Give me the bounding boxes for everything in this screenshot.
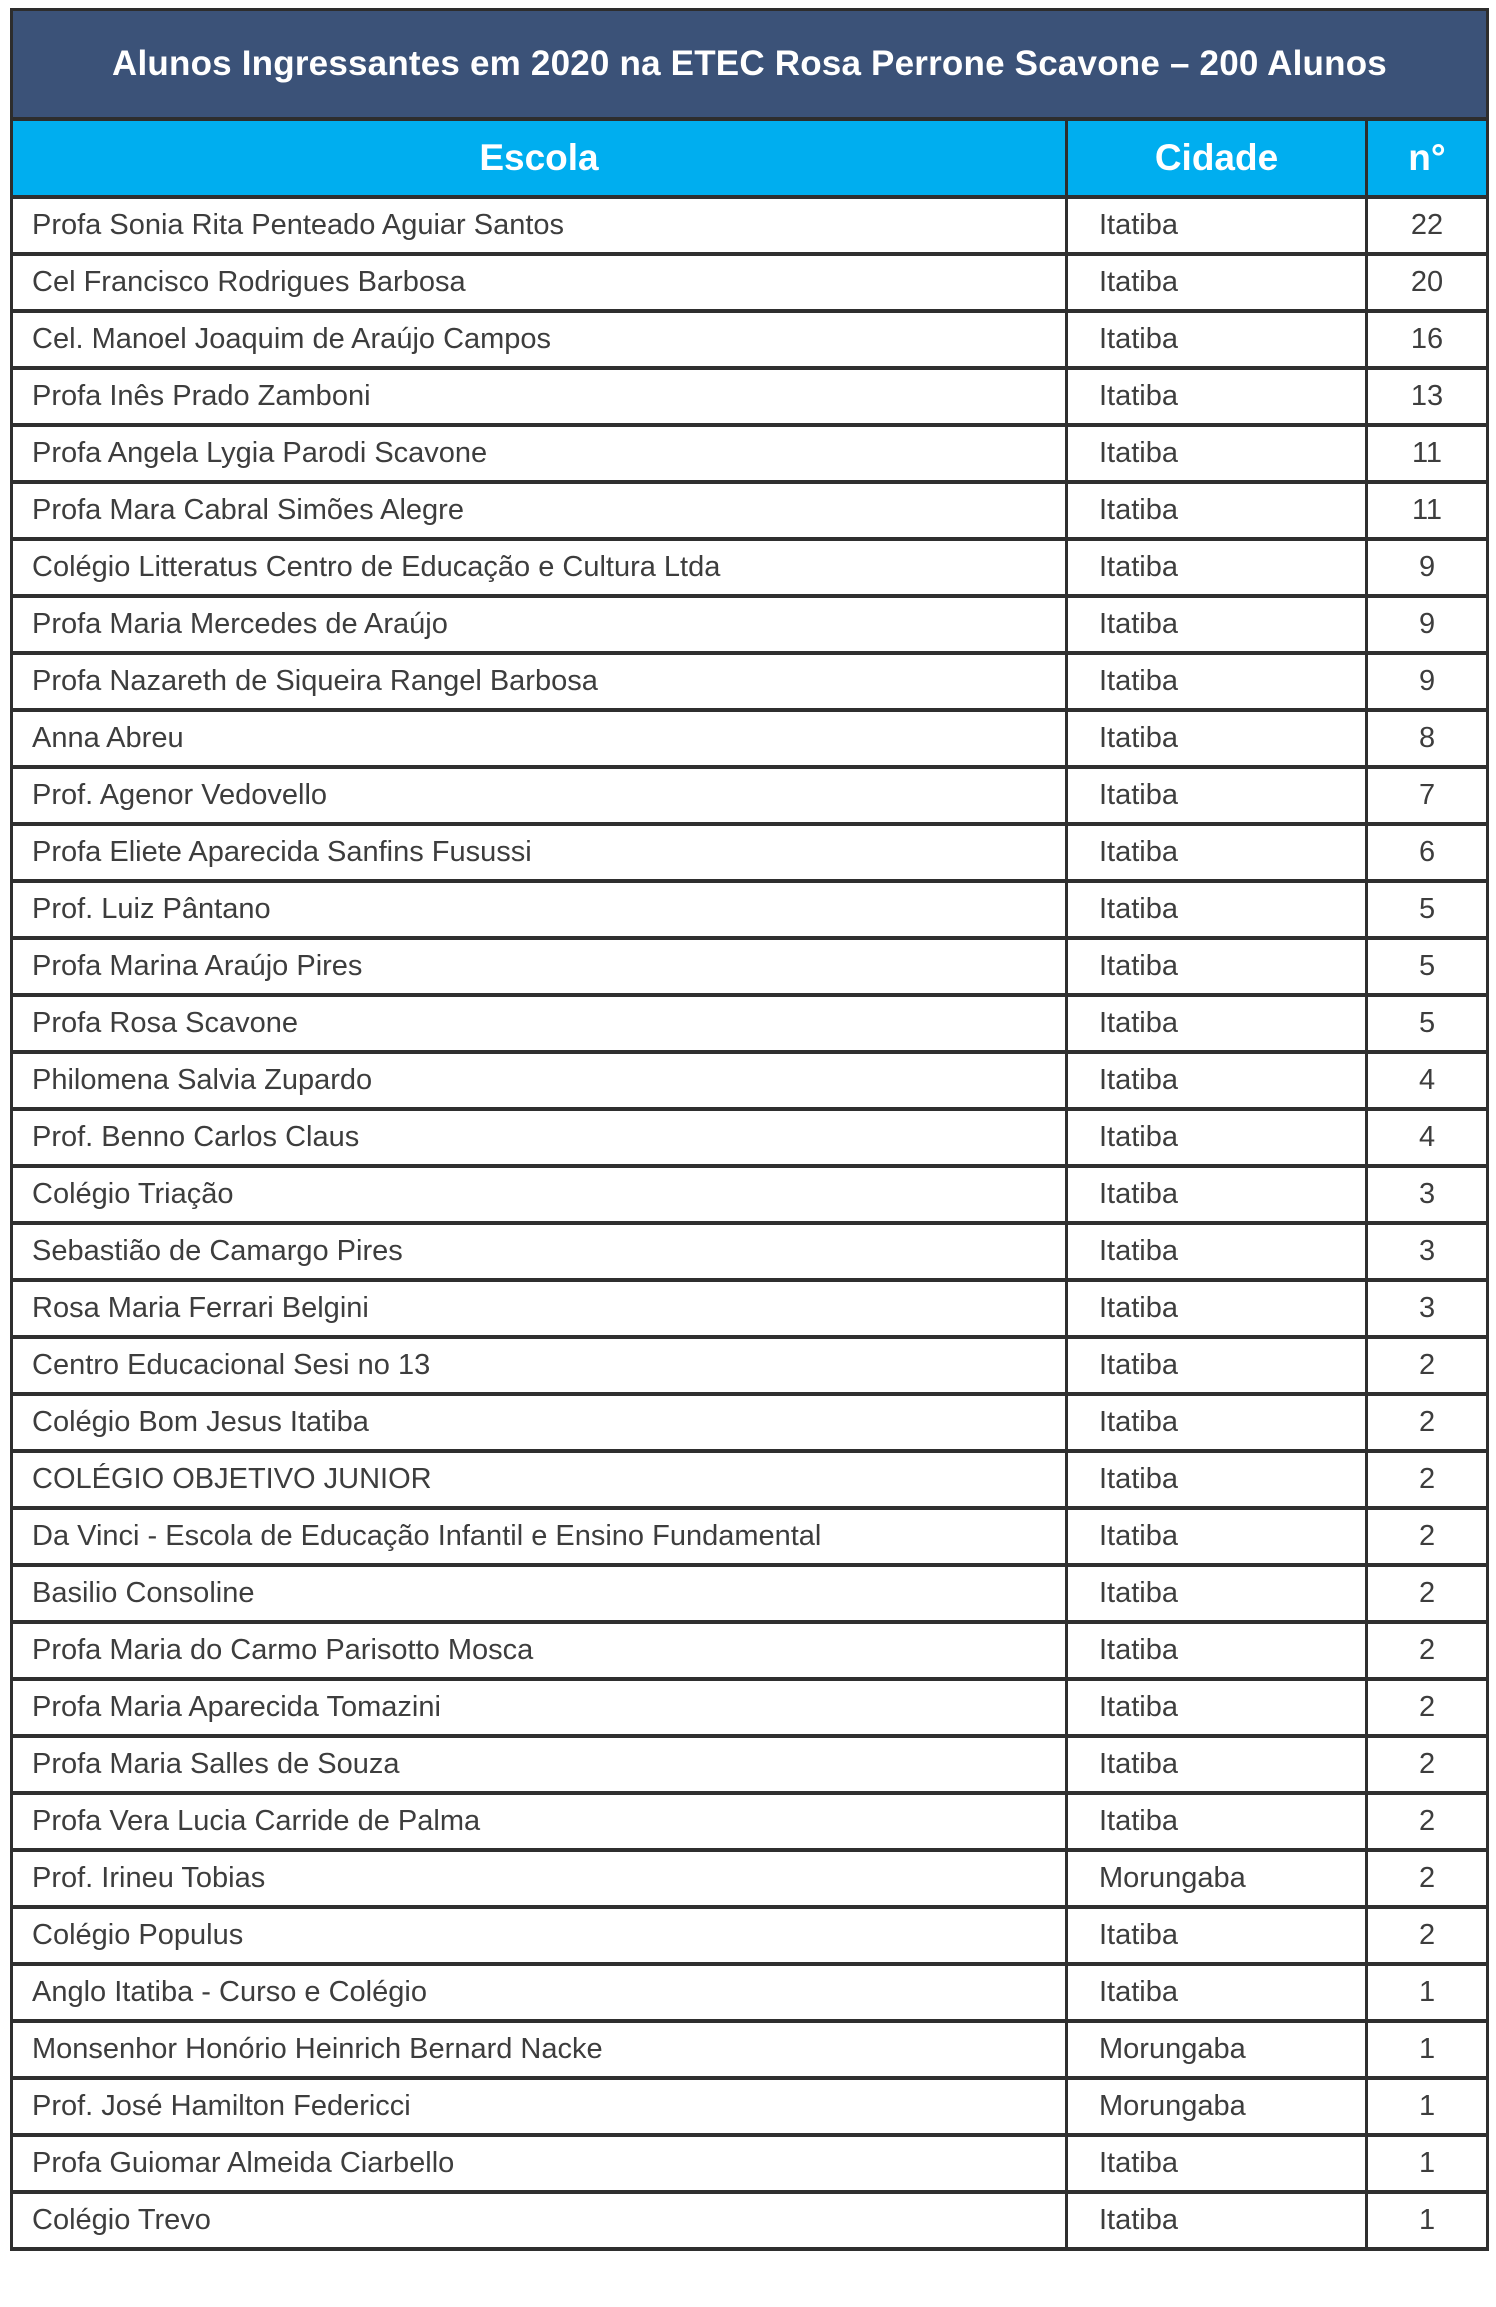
city-cell: Itatiba bbox=[1067, 1109, 1367, 1166]
table-row bbox=[12, 1850, 1488, 1907]
table-row bbox=[12, 1793, 1488, 1850]
table-row bbox=[12, 1166, 1488, 1223]
count-cell: 1 bbox=[1367, 2135, 1488, 2192]
table-row bbox=[12, 824, 1488, 881]
city-cell: Itatiba bbox=[1067, 1337, 1367, 1394]
table-row bbox=[12, 482, 1488, 539]
city-cell: Morungaba bbox=[1067, 2078, 1367, 2135]
count-cell: 11 bbox=[1367, 482, 1488, 539]
school-cell: Profa Inês Prado Zamboni bbox=[12, 368, 1067, 425]
column-header-city: Cidade bbox=[1067, 119, 1367, 197]
city-cell: Itatiba bbox=[1067, 1451, 1367, 1508]
school-cell: Colégio Triação bbox=[12, 1166, 1067, 1223]
school-table-body bbox=[12, 197, 1488, 2249]
city-cell: Itatiba bbox=[1067, 197, 1367, 254]
table-row bbox=[12, 1223, 1488, 1280]
school-cell: Basilio Consoline bbox=[12, 1565, 1067, 1622]
count-cell: 8 bbox=[1367, 710, 1488, 767]
school-cell: Sebastião de Camargo Pires bbox=[12, 1223, 1067, 1280]
school-cell: Profa Maria Mercedes de Araújo bbox=[12, 596, 1067, 653]
city-cell: Itatiba bbox=[1067, 425, 1367, 482]
table-row bbox=[12, 710, 1488, 767]
school-cell: Cel. Manoel Joaquim de Araújo Campos bbox=[12, 311, 1067, 368]
table-row bbox=[12, 1337, 1488, 1394]
city-cell: Itatiba bbox=[1067, 311, 1367, 368]
title-bar bbox=[12, 10, 1488, 120]
count-cell: 2 bbox=[1367, 1565, 1488, 1622]
city-cell: Itatiba bbox=[1067, 995, 1367, 1052]
table-row bbox=[12, 995, 1488, 1052]
school-cell: Centro Educacional Sesi no 13 bbox=[12, 1337, 1067, 1394]
school-cell: Profa Maria do Carmo Parisotto Mosca bbox=[12, 1622, 1067, 1679]
school-cell: Profa Rosa Scavone bbox=[12, 995, 1067, 1052]
count-cell: 13 bbox=[1367, 368, 1488, 425]
school-cell: Colégio Litteratus Centro de Educação e Cultura Ltda bbox=[12, 539, 1067, 596]
city-cell: Itatiba bbox=[1067, 1223, 1367, 1280]
count-cell: 3 bbox=[1367, 1280, 1488, 1337]
school-cell: Anna Abreu bbox=[12, 710, 1067, 767]
city-cell: Itatiba bbox=[1067, 1679, 1367, 1736]
school-cell: Colégio Populus bbox=[12, 1907, 1067, 1964]
city-cell: Itatiba bbox=[1067, 596, 1367, 653]
school-cell: Profa Nazareth de Siqueira Rangel Barbosa bbox=[12, 653, 1067, 710]
table-row bbox=[12, 539, 1488, 596]
city-cell: Itatiba bbox=[1067, 1793, 1367, 1850]
table-row bbox=[12, 2021, 1488, 2078]
table-row bbox=[12, 1964, 1488, 2021]
city-cell: Itatiba bbox=[1067, 1907, 1367, 1964]
column-header-row bbox=[12, 119, 1488, 197]
school-cell: Monsenhor Honório Heinrich Bernard Nacke bbox=[12, 2021, 1067, 2078]
column-header-count: n° bbox=[1367, 119, 1488, 197]
table-row bbox=[12, 1109, 1488, 1166]
city-cell: Itatiba bbox=[1067, 482, 1367, 539]
city-cell: Morungaba bbox=[1067, 2021, 1367, 2078]
count-cell: 5 bbox=[1367, 995, 1488, 1052]
page-title: Alunos Ingressantes em 2020 na ETEC Rosa Perrone Scavone – 200 Alunos bbox=[12, 10, 1488, 120]
school-cell: Profa Maria Salles de Souza bbox=[12, 1736, 1067, 1793]
school-cell: Prof. Agenor Vedovello bbox=[12, 767, 1067, 824]
table-row bbox=[12, 368, 1488, 425]
table-row bbox=[12, 1280, 1488, 1337]
table-row bbox=[12, 1394, 1488, 1451]
city-cell: Itatiba bbox=[1067, 1052, 1367, 1109]
city-cell: Itatiba bbox=[1067, 653, 1367, 710]
count-cell: 11 bbox=[1367, 425, 1488, 482]
table-row bbox=[12, 1508, 1488, 1565]
count-cell: 2 bbox=[1367, 1850, 1488, 1907]
count-cell: 3 bbox=[1367, 1166, 1488, 1223]
table-row bbox=[12, 1622, 1488, 1679]
count-cell: 4 bbox=[1367, 1052, 1488, 1109]
school-cell: Cel Francisco Rodrigues Barbosa bbox=[12, 254, 1067, 311]
count-cell: 2 bbox=[1367, 1508, 1488, 1565]
school-cell: Profa Sonia Rita Penteado Aguiar Santos bbox=[12, 197, 1067, 254]
table-row bbox=[12, 1736, 1488, 1793]
school-cell: Rosa Maria Ferrari Belgini bbox=[12, 1280, 1067, 1337]
city-cell: Itatiba bbox=[1067, 2135, 1367, 2192]
city-cell: Itatiba bbox=[1067, 824, 1367, 881]
city-cell: Itatiba bbox=[1067, 1280, 1367, 1337]
count-cell: 2 bbox=[1367, 1679, 1488, 1736]
count-cell: 1 bbox=[1367, 2021, 1488, 2078]
count-cell: 4 bbox=[1367, 1109, 1488, 1166]
city-cell: Itatiba bbox=[1067, 2192, 1367, 2249]
count-cell: 6 bbox=[1367, 824, 1488, 881]
count-cell: 3 bbox=[1367, 1223, 1488, 1280]
table-row bbox=[12, 2192, 1488, 2249]
table-row bbox=[12, 254, 1488, 311]
table-row bbox=[12, 1907, 1488, 1964]
table-row bbox=[12, 653, 1488, 710]
table-row bbox=[12, 1052, 1488, 1109]
count-cell: 20 bbox=[1367, 254, 1488, 311]
count-cell: 2 bbox=[1367, 1451, 1488, 1508]
city-cell: Morungaba bbox=[1067, 1850, 1367, 1907]
school-cell: Profa Mara Cabral Simões Alegre bbox=[12, 482, 1067, 539]
count-cell: 9 bbox=[1367, 539, 1488, 596]
table-row bbox=[12, 1565, 1488, 1622]
count-cell: 2 bbox=[1367, 1337, 1488, 1394]
city-cell: Itatiba bbox=[1067, 1964, 1367, 2021]
table-row bbox=[12, 2078, 1488, 2135]
table-row bbox=[12, 596, 1488, 653]
table-row bbox=[12, 2135, 1488, 2192]
school-cell: Da Vinci - Escola de Educação Infantil e Ensino Fundamental bbox=[12, 1508, 1067, 1565]
school-cell: Philomena Salvia Zupardo bbox=[12, 1052, 1067, 1109]
table-row bbox=[12, 938, 1488, 995]
school-cell: Prof. Benno Carlos Claus bbox=[12, 1109, 1067, 1166]
city-cell: Itatiba bbox=[1067, 767, 1367, 824]
count-cell: 1 bbox=[1367, 2078, 1488, 2135]
count-cell: 9 bbox=[1367, 653, 1488, 710]
count-cell: 2 bbox=[1367, 1622, 1488, 1679]
count-cell: 5 bbox=[1367, 881, 1488, 938]
count-cell: 2 bbox=[1367, 1907, 1488, 1964]
count-cell: 2 bbox=[1367, 1793, 1488, 1850]
city-cell: Itatiba bbox=[1067, 1565, 1367, 1622]
table-row bbox=[12, 197, 1488, 254]
table-row bbox=[12, 1451, 1488, 1508]
count-cell: 1 bbox=[1367, 1964, 1488, 2021]
city-cell: Itatiba bbox=[1067, 254, 1367, 311]
school-cell: Profa Eliete Aparecida Sanfins Fusussi bbox=[12, 824, 1067, 881]
table-row bbox=[12, 1679, 1488, 1736]
count-cell: 5 bbox=[1367, 938, 1488, 995]
school-cell: Prof. José Hamilton Federicci bbox=[12, 2078, 1067, 2135]
table-row bbox=[12, 767, 1488, 824]
city-cell: Itatiba bbox=[1067, 1394, 1367, 1451]
school-cell: Profa Maria Aparecida Tomazini bbox=[12, 1679, 1067, 1736]
city-cell: Itatiba bbox=[1067, 1622, 1367, 1679]
column-header-school: Escola bbox=[12, 119, 1067, 197]
city-cell: Itatiba bbox=[1067, 1166, 1367, 1223]
count-cell: 7 bbox=[1367, 767, 1488, 824]
count-cell: 22 bbox=[1367, 197, 1488, 254]
city-cell: Itatiba bbox=[1067, 1508, 1367, 1565]
school-cell: Prof. Irineu Tobias bbox=[12, 1850, 1067, 1907]
count-cell: 16 bbox=[1367, 311, 1488, 368]
school-cell: Profa Guiomar Almeida Ciarbello bbox=[12, 2135, 1067, 2192]
school-cell: Profa Vera Lucia Carride de Palma bbox=[12, 1793, 1067, 1850]
count-cell: 2 bbox=[1367, 1394, 1488, 1451]
school-cell: Prof. Luiz Pântano bbox=[12, 881, 1067, 938]
table-row bbox=[12, 425, 1488, 482]
city-cell: Itatiba bbox=[1067, 368, 1367, 425]
city-cell: Itatiba bbox=[1067, 938, 1367, 995]
count-cell: 1 bbox=[1367, 2192, 1488, 2249]
school-cell: COLÉGIO OBJETIVO JUNIOR bbox=[12, 1451, 1067, 1508]
table-row bbox=[12, 881, 1488, 938]
school-cell: Profa Angela Lygia Parodi Scavone bbox=[12, 425, 1067, 482]
count-cell: 9 bbox=[1367, 596, 1488, 653]
school-cell: Colégio Trevo bbox=[12, 2192, 1067, 2249]
city-cell: Itatiba bbox=[1067, 539, 1367, 596]
school-cell: Anglo Itatiba - Curso e Colégio bbox=[12, 1964, 1067, 2021]
city-cell: Itatiba bbox=[1067, 710, 1367, 767]
city-cell: Itatiba bbox=[1067, 1736, 1367, 1793]
count-cell: 2 bbox=[1367, 1736, 1488, 1793]
city-cell: Itatiba bbox=[1067, 881, 1367, 938]
table-row bbox=[12, 311, 1488, 368]
school-cell: Profa Marina Araújo Pires bbox=[12, 938, 1067, 995]
school-cell: Colégio Bom Jesus Itatiba bbox=[12, 1394, 1067, 1451]
students-origin-table bbox=[10, 8, 1489, 2251]
